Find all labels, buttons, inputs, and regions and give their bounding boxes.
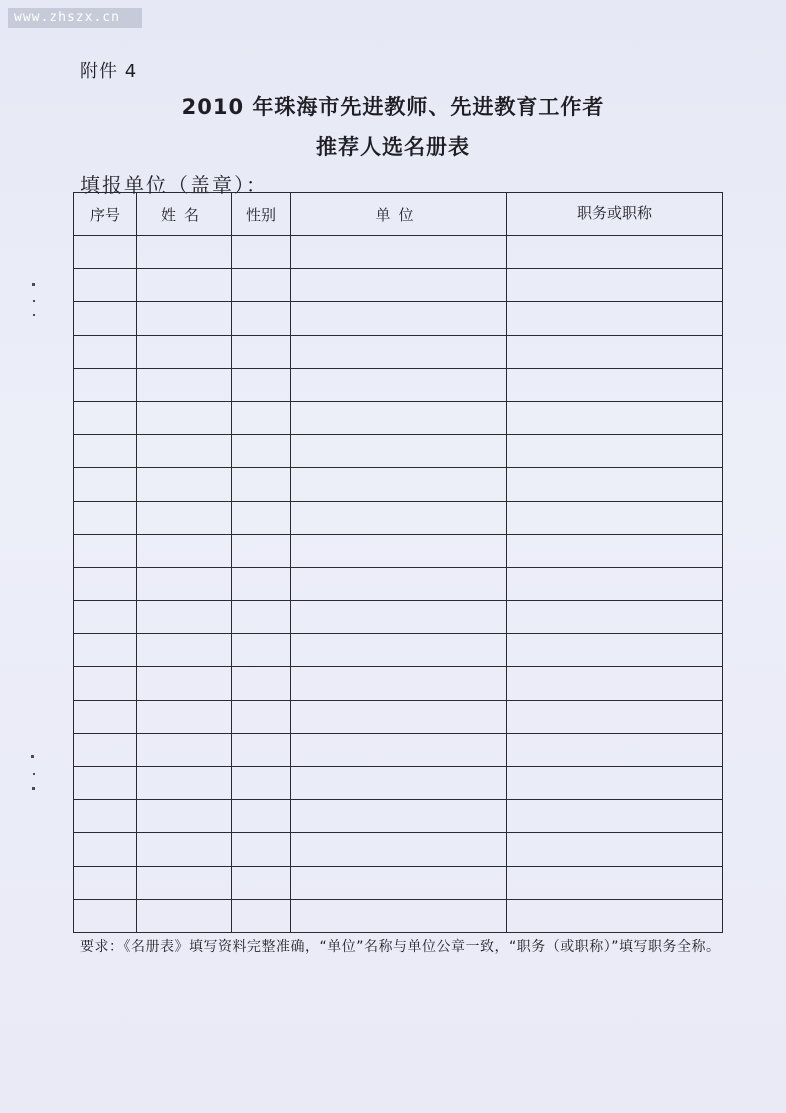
serial-cell[interactable] xyxy=(74,501,137,534)
unit-cell[interactable] xyxy=(291,302,507,335)
unit-cell[interactable] xyxy=(291,401,507,434)
column-header-unit: 单位 xyxy=(291,193,507,236)
unit-cell[interactable] xyxy=(291,833,507,866)
unit-cell[interactable] xyxy=(291,236,507,269)
unit-cell[interactable] xyxy=(291,700,507,733)
name-cell[interactable] xyxy=(137,269,232,302)
column-header-name: 姓名 xyxy=(137,193,232,236)
name-cell[interactable] xyxy=(137,733,232,766)
serial-cell[interactable] xyxy=(74,236,137,269)
unit-cell[interactable] xyxy=(291,468,507,501)
unit-cell[interactable] xyxy=(291,435,507,468)
table-row xyxy=(74,567,723,600)
table-row xyxy=(74,866,723,899)
serial-cell[interactable] xyxy=(74,335,137,368)
table-row xyxy=(74,236,723,269)
table-row xyxy=(74,468,723,501)
unit-cell[interactable] xyxy=(291,634,507,667)
gender-cell[interactable] xyxy=(232,335,291,368)
table-row xyxy=(74,534,723,567)
serial-cell[interactable] xyxy=(74,833,137,866)
unit-cell[interactable] xyxy=(291,335,507,368)
gender-cell[interactable] xyxy=(232,401,291,434)
unit-cell[interactable] xyxy=(291,501,507,534)
name-cell[interactable] xyxy=(137,368,232,401)
name-cell[interactable] xyxy=(137,501,232,534)
gender-cell[interactable] xyxy=(232,468,291,501)
table-row xyxy=(74,501,723,534)
unit-cell[interactable] xyxy=(291,667,507,700)
name-cell[interactable] xyxy=(137,800,232,833)
position-cell[interactable] xyxy=(507,501,723,534)
requirement-note: 要求：《名册表》填写资料完整准确，“单位”名称与单位公章一致，“职务（或职称）”填写职务全称。 xyxy=(80,939,721,955)
gender-cell[interactable] xyxy=(232,866,291,899)
gender-cell[interactable] xyxy=(232,302,291,335)
position-cell[interactable] xyxy=(507,302,723,335)
table-row xyxy=(74,700,723,733)
name-cell[interactable] xyxy=(137,700,232,733)
binding-mark xyxy=(32,283,35,286)
position-cell[interactable] xyxy=(507,335,723,368)
binding-mark xyxy=(33,314,35,316)
name-cell[interactable] xyxy=(137,601,232,634)
position-cell[interactable] xyxy=(507,866,723,899)
name-cell[interactable] xyxy=(137,767,232,800)
name-cell[interactable] xyxy=(137,468,232,501)
serial-cell[interactable] xyxy=(74,767,137,800)
site-watermark: www.zhszx.cn xyxy=(8,8,142,28)
attachment-label: 附件 4 xyxy=(80,61,138,82)
position-cell[interactable] xyxy=(507,601,723,634)
gender-cell[interactable] xyxy=(232,534,291,567)
table-header-row xyxy=(74,193,723,236)
unit-cell[interactable] xyxy=(291,800,507,833)
column-header-position: 职务或职称 xyxy=(507,193,723,236)
roster-table xyxy=(73,192,723,933)
table-row xyxy=(74,435,723,468)
gender-cell[interactable] xyxy=(232,501,291,534)
table-row xyxy=(74,634,723,667)
position-cell[interactable] xyxy=(507,700,723,733)
name-cell[interactable] xyxy=(137,667,232,700)
position-cell[interactable] xyxy=(507,401,723,434)
name-cell[interactable] xyxy=(137,866,232,899)
gender-cell[interactable] xyxy=(232,667,291,700)
position-cell[interactable] xyxy=(507,667,723,700)
binding-mark xyxy=(31,755,34,758)
serial-cell[interactable] xyxy=(74,269,137,302)
name-cell[interactable] xyxy=(137,833,232,866)
table-row xyxy=(74,269,723,302)
table-row xyxy=(74,335,723,368)
serial-cell[interactable] xyxy=(74,435,137,468)
name-cell[interactable] xyxy=(137,335,232,368)
table-row xyxy=(74,401,723,434)
position-cell[interactable] xyxy=(507,767,723,800)
binding-mark xyxy=(33,773,35,775)
gender-cell[interactable] xyxy=(232,634,291,667)
gender-cell[interactable] xyxy=(232,601,291,634)
position-cell[interactable] xyxy=(507,368,723,401)
position-cell[interactable] xyxy=(507,269,723,302)
unit-cell[interactable] xyxy=(291,534,507,567)
gender-cell[interactable] xyxy=(232,833,291,866)
name-cell[interactable] xyxy=(137,236,232,269)
position-cell[interactable] xyxy=(507,733,723,766)
position-cell[interactable] xyxy=(507,567,723,600)
position-cell[interactable] xyxy=(507,833,723,866)
serial-cell[interactable] xyxy=(74,800,137,833)
serial-cell[interactable] xyxy=(74,601,137,634)
unit-cell[interactable] xyxy=(291,767,507,800)
table-row xyxy=(74,767,723,800)
position-cell[interactable] xyxy=(507,800,723,833)
document-subtitle: 推荐人选名册表 xyxy=(316,135,470,159)
gender-cell[interactable] xyxy=(232,567,291,600)
unit-cell[interactable] xyxy=(291,866,507,899)
column-header-serial: 序号 xyxy=(74,193,137,236)
serial-cell[interactable] xyxy=(74,700,137,733)
serial-cell[interactable] xyxy=(74,733,137,766)
gender-cell[interactable] xyxy=(232,700,291,733)
name-cell[interactable] xyxy=(137,401,232,434)
unit-cell[interactable] xyxy=(291,601,507,634)
document-title: 2010 年珠海市先进教师、先进教育工作者 xyxy=(181,95,605,119)
unit-cell[interactable] xyxy=(291,368,507,401)
position-cell[interactable] xyxy=(507,468,723,501)
gender-cell[interactable] xyxy=(232,733,291,766)
position-cell[interactable] xyxy=(507,634,723,667)
serial-cell[interactable] xyxy=(74,567,137,600)
name-cell[interactable] xyxy=(137,567,232,600)
gender-cell[interactable] xyxy=(232,435,291,468)
binding-mark xyxy=(32,787,35,790)
unit-cell[interactable] xyxy=(291,269,507,302)
gender-cell[interactable] xyxy=(232,269,291,302)
serial-cell[interactable] xyxy=(74,866,137,899)
table-row xyxy=(74,833,723,866)
unit-cell[interactable] xyxy=(291,733,507,766)
name-cell[interactable] xyxy=(137,534,232,567)
gender-cell[interactable] xyxy=(232,800,291,833)
name-cell[interactable] xyxy=(137,435,232,468)
unit-cell[interactable] xyxy=(291,567,507,600)
name-cell[interactable] xyxy=(137,302,232,335)
table-row xyxy=(74,368,723,401)
table-row xyxy=(74,667,723,700)
serial-cell[interactable] xyxy=(74,534,137,567)
serial-cell[interactable] xyxy=(74,302,137,335)
position-cell[interactable] xyxy=(507,534,723,567)
serial-cell[interactable] xyxy=(74,468,137,501)
position-cell[interactable] xyxy=(507,236,723,269)
gender-cell[interactable] xyxy=(232,236,291,269)
position-cell[interactable] xyxy=(507,435,723,468)
binding-mark xyxy=(33,300,35,302)
serial-cell[interactable] xyxy=(74,634,137,667)
table-row xyxy=(74,733,723,766)
name-cell[interactable] xyxy=(137,634,232,667)
serial-cell[interactable] xyxy=(74,368,137,401)
table-row xyxy=(74,800,723,833)
filling-unit-label: 填报单位（盖章）： xyxy=(80,173,268,197)
gender-cell[interactable] xyxy=(232,767,291,800)
gender-cell[interactable] xyxy=(232,368,291,401)
column-header-gender: 性别 xyxy=(232,193,291,236)
serial-cell[interactable] xyxy=(74,401,137,434)
table-row xyxy=(74,302,723,335)
table-row xyxy=(74,601,723,634)
serial-cell[interactable] xyxy=(74,667,137,700)
